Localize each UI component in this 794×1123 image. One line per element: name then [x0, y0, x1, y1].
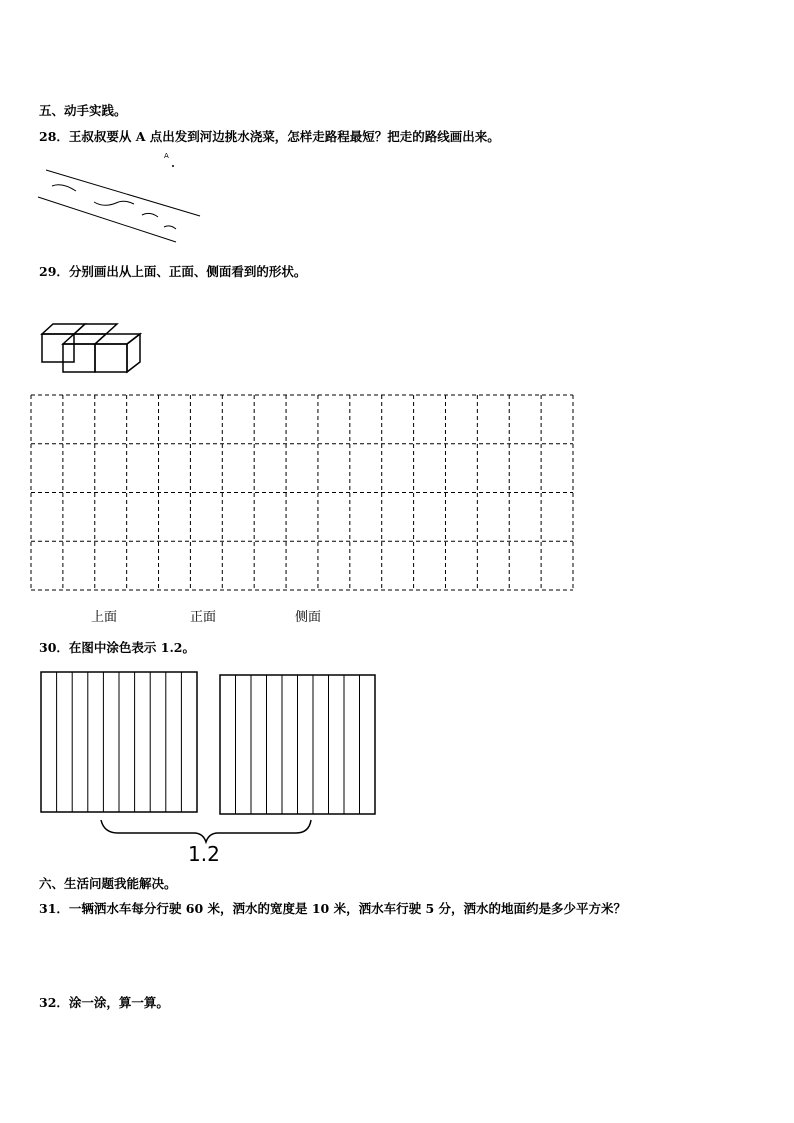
- label-side-view: 侧面: [295, 610, 322, 625]
- question-32: 32．涂一涂，算一算。: [39, 995, 169, 1010]
- question-30: 30．在图中涂色表示 1.2。: [39, 640, 195, 655]
- question-31: 31．一辆洒水车每分行驶 60 米，洒水的宽度是 10 米，洒水车行驶 5 分，洒水的地面约是多少平方米？: [39, 901, 626, 916]
- question-28: 28．王叔叔要从 A 点出发到河边挑水浇菜，怎样走路程最短？把走的路线画出来。: [39, 129, 500, 144]
- section-6-title: 六、生活问题我能解决。: [39, 876, 177, 891]
- question-29: 29．分别画出从上面、正面、侧面看到的形状。: [39, 264, 307, 279]
- brace: [101, 820, 311, 842]
- label-front-view: 正面: [190, 610, 217, 625]
- brace-value: 1.2: [188, 842, 220, 866]
- label-top-view: 上面: [91, 610, 118, 625]
- point-a-label: A: [164, 152, 169, 160]
- section-5-title: 五、动手实践。: [39, 103, 127, 118]
